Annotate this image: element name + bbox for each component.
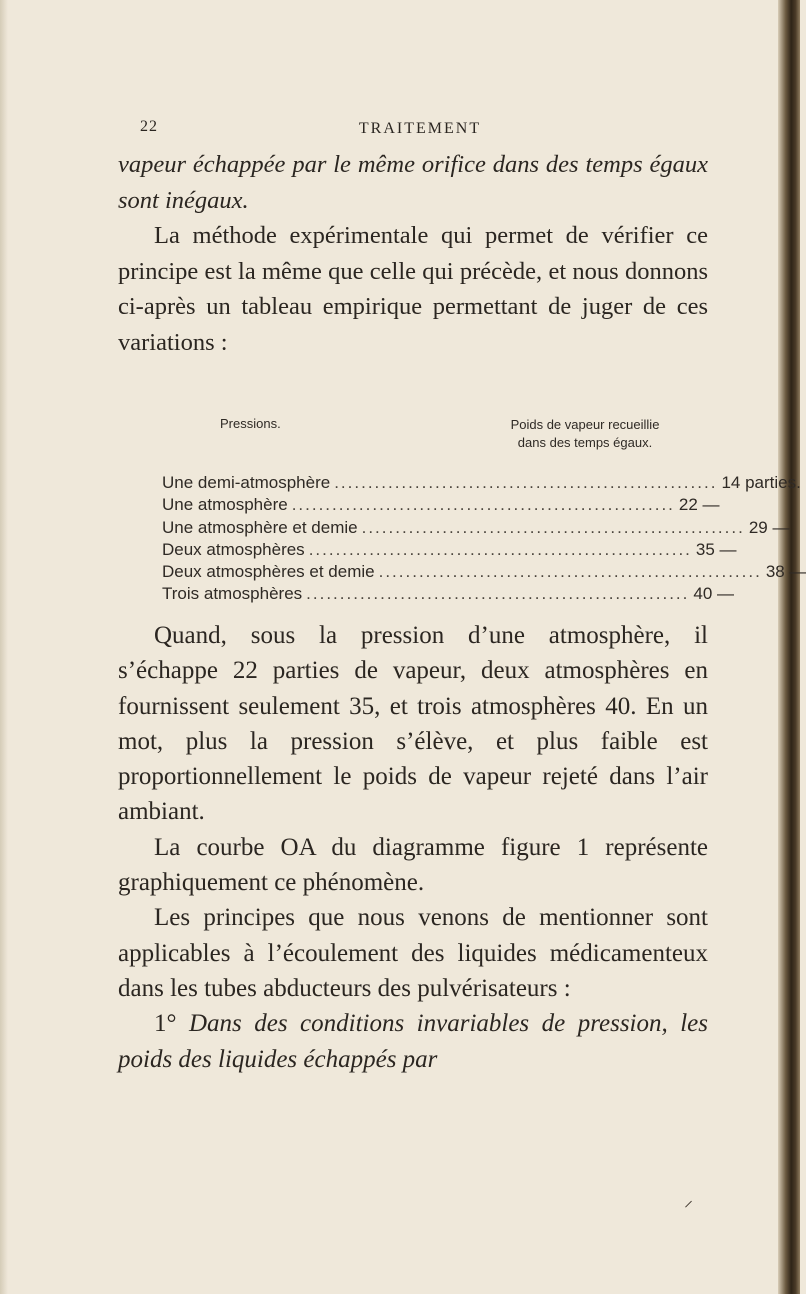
- table-row: [162, 494, 720, 516]
- column-header-weight-line1: Poids de vapeur recueillie: [510, 417, 660, 432]
- page-number: 22: [140, 118, 158, 135]
- main-text: [118, 618, 708, 1077]
- page-header: [140, 118, 700, 140]
- column-header-pressure: Pressions.: [220, 416, 281, 431]
- column-header-weight-line2: dans des temps égaux.: [517, 435, 653, 450]
- leader-dots: .........................................................: [291, 495, 675, 515]
- book-spine: [778, 0, 800, 1294]
- method-paragraph: La méthode expérimentale qui permet de vérifier ce principe est la même que celle qui précède, et nous donnons ci-après un tableau empirique permettant de juger de ces variations :: [118, 222, 708, 356]
- row-label: Trois atmosphères: [162, 584, 303, 604]
- paragraph-conditions: [118, 1006, 708, 1077]
- row-label: Deux atmosphères: [162, 539, 305, 559]
- row-value: 22 —: [678, 495, 720, 515]
- list-number: 1°: [154, 1010, 177, 1038]
- row-label: Une atmosphère: [162, 495, 288, 515]
- row-value: 40 —: [693, 584, 735, 604]
- intro-italic-text: vapeur échappée par le même orifice dans des temps égaux sont inégaux.: [118, 151, 708, 214]
- leader-dots: .........................................................: [334, 473, 718, 492]
- row-value: 35 —: [695, 539, 737, 559]
- page-edge: [0, 0, 8, 1294]
- running-title: TRAITEMENT: [358, 120, 482, 137]
- row-value: 14 parties.: [721, 473, 801, 492]
- table-row: [162, 583, 735, 605]
- ink-mark: ⸝: [684, 1190, 693, 1210]
- paragraph-curve: La courbe OA du diagramme figure 1 représente graphiquement ce phénomène.: [118, 833, 708, 897]
- conditions-italic-text: Dans des conditions invariables de pression, les poids des liquides échappés par: [118, 1010, 709, 1073]
- pressure-table: [162, 416, 806, 606]
- leader-dots: .........................................................: [306, 584, 690, 604]
- table-row: [162, 539, 737, 561]
- table-header: [162, 416, 710, 472]
- row-value: 38 —: [765, 562, 806, 582]
- leader-dots: .........................................................: [378, 562, 762, 582]
- leader-dots: .........................................................: [308, 539, 692, 559]
- row-label: Deux atmosphères et demie: [162, 562, 375, 582]
- leader-dots: .........................................................: [361, 517, 745, 537]
- paragraph-principles: Les principes que nous venons de mentionner sont applicables à l’écoulement des liquides médicamenteux dans les tubes abducteurs des pulvérisateurs :: [118, 904, 708, 1002]
- table-row: [162, 561, 806, 583]
- column-header-weight: [470, 416, 700, 452]
- row-label: Une demi-atmosphère: [162, 473, 331, 492]
- row-value: 29 —: [748, 517, 790, 537]
- table-row: [162, 517, 790, 539]
- paragraph-pressure-results: Quand, sous la pression d’une atmosphère, il s’échappe 22 parties de vapeur, deux atmosphères en fournissent seulement 35, et trois atmosphères 40. En un mot, plus la pression s’élève, et plus faible est proportionnellement le poids de vapeur rejeté dans l’air ambiant.: [118, 622, 708, 826]
- row-label: Une atmosphère et demie: [162, 517, 358, 537]
- table-row: [162, 472, 801, 494]
